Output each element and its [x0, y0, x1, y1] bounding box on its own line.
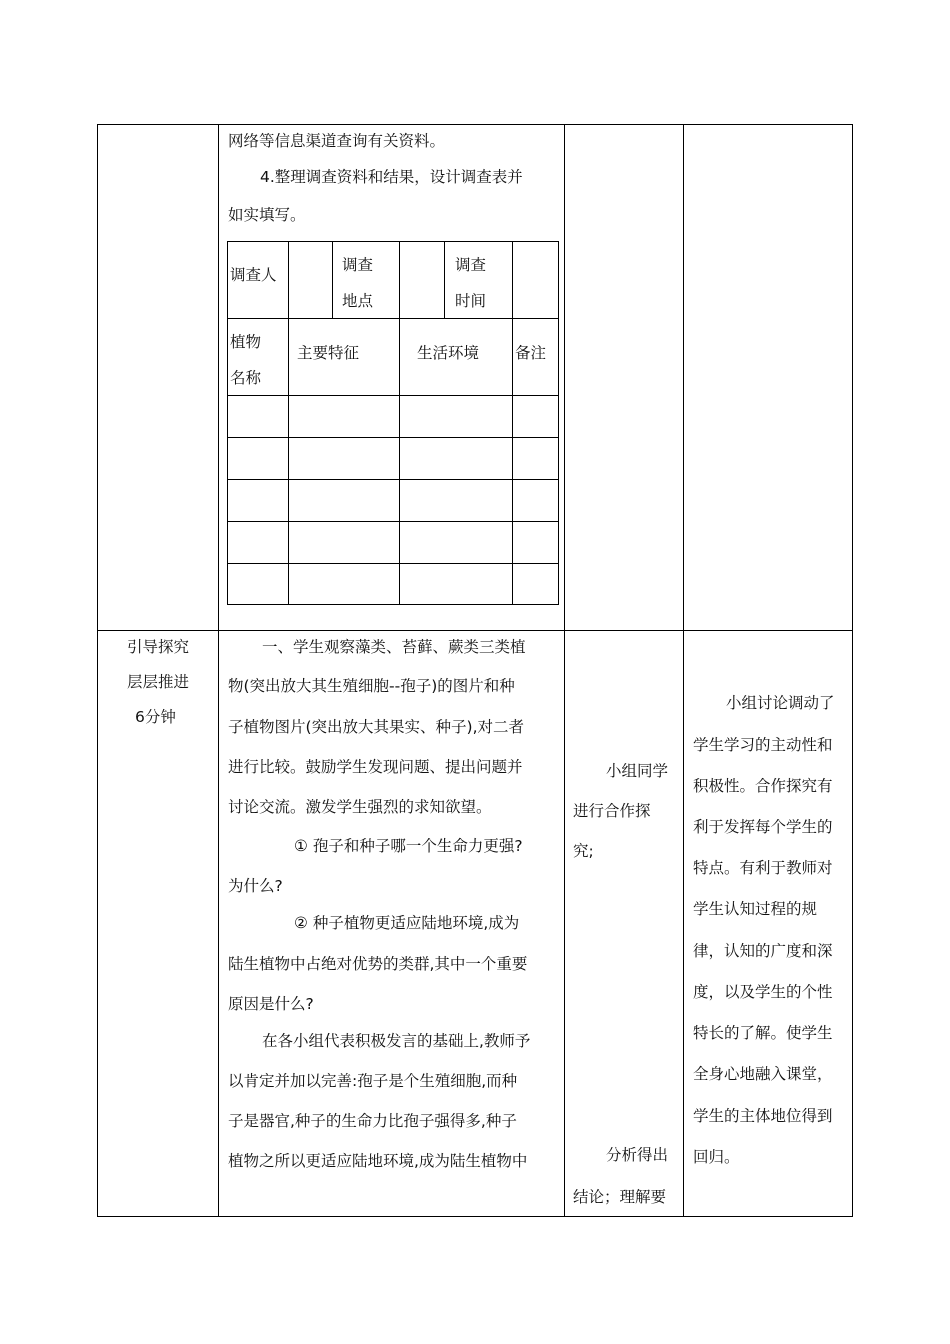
- text-line: 结论；理解要: [573, 1188, 667, 1206]
- table-left-border: [97, 124, 98, 1217]
- text-line: 学生学习的主动性和: [693, 736, 833, 754]
- survey-vline-r1: [332, 241, 333, 319]
- text-line: 小组同学: [606, 762, 669, 780]
- survey-vline: [558, 241, 559, 605]
- stage-line: 引导探究: [127, 638, 190, 656]
- text-line: 进行比较。鼓励学生发现问题、提出问题并: [228, 758, 523, 776]
- survey-label-location: 调查 地点: [342, 256, 374, 310]
- table-right-border: [852, 124, 853, 1217]
- table-bottom-border: [97, 1216, 853, 1217]
- text-line: 回归。: [693, 1148, 740, 1166]
- survey-vline: [227, 241, 228, 605]
- table-row-divider: [97, 630, 853, 631]
- text-line: 全身心地融入课堂，: [693, 1065, 833, 1083]
- survey-hline: [227, 479, 559, 480]
- survey-hline: [227, 395, 559, 396]
- text-line: 利于发挥每个学生的: [693, 818, 833, 836]
- survey-vline-r1: [444, 241, 445, 319]
- text-line: ② 种子植物更适应陆地环境,成为: [294, 914, 520, 932]
- text-line: 为什么?: [228, 877, 283, 895]
- survey-hline: [227, 318, 559, 319]
- text-line: 如实填写。: [228, 206, 306, 224]
- text-line: 在各小组代表积极发言的基础上,教师予: [262, 1032, 531, 1050]
- survey-header-habitat: 生活环境: [417, 344, 480, 362]
- text-line: 积极性。合作探究有: [693, 777, 833, 795]
- col-divider-2: [564, 124, 565, 1217]
- text-line: 讨论交流。激发学生强烈的求知欲望。: [228, 798, 492, 816]
- text-line: 子植物图片(突出放大其果实、种子),对二者: [228, 718, 525, 736]
- survey-vline: [512, 241, 513, 605]
- text-line: 学生认知过程的规: [693, 900, 818, 918]
- text-line: 分析得出: [606, 1146, 669, 1164]
- col-divider-1: [218, 124, 219, 1217]
- survey-hline: [227, 563, 559, 564]
- text-line: 律，认知的广度和深: [693, 942, 833, 960]
- stage-line: 层层推进: [127, 673, 190, 691]
- survey-hline: [227, 521, 559, 522]
- text-line: 4.整理调查资料和结果，设计调查表并: [260, 168, 523, 186]
- text-line: ① 孢子和种子哪一个生命力更强?: [294, 837, 523, 855]
- survey-header-plant-name: 植物 名称: [230, 333, 262, 387]
- survey-hline: [227, 437, 559, 438]
- stage-line: 6分钟: [135, 708, 176, 726]
- text-line: 物(突出放大其生殖细胞--孢子)的图片和种: [228, 677, 515, 695]
- text-line: 究;: [573, 842, 594, 860]
- survey-vline: [399, 241, 400, 605]
- text-line: 进行合作探: [573, 802, 651, 820]
- text-line: 特长的了解。使学生: [693, 1024, 833, 1042]
- text-line: 原因是什么?: [228, 995, 314, 1013]
- survey-header-features: 主要特征: [297, 344, 360, 362]
- text-line: 陆生植物中占绝对优势的类群,其中一个重要: [228, 955, 528, 973]
- text-line: 小组讨论调动了: [726, 694, 835, 712]
- text-line: 学生的主体地位得到: [693, 1107, 833, 1125]
- text-line: 网络等信息渠道查询有关资料。: [228, 132, 446, 150]
- survey-vline: [288, 241, 289, 605]
- survey-label-investigator: 调查人: [230, 266, 277, 284]
- text-line: 以肯定并加以完善:孢子是个生殖细胞,而种: [228, 1072, 518, 1090]
- survey-header-notes: 备注: [515, 344, 547, 362]
- survey-label-time: 调查 时间: [455, 256, 487, 310]
- survey-hline: [227, 241, 559, 242]
- text-line: 植物之所以更适应陆地环境,成为陆生植物中: [228, 1152, 528, 1170]
- col-divider-3: [683, 124, 684, 1217]
- text-line: 特点。有利于教师对: [693, 859, 833, 877]
- text-line: 子是器官,种子的生命力比孢子强得多,种子: [228, 1112, 517, 1130]
- text-line: 度，以及学生的个性: [693, 983, 833, 1001]
- table-top-border: [97, 124, 853, 125]
- survey-hline: [227, 604, 559, 605]
- text-line: 一、学生观察藻类、苔藓、蕨类三类植: [262, 638, 526, 656]
